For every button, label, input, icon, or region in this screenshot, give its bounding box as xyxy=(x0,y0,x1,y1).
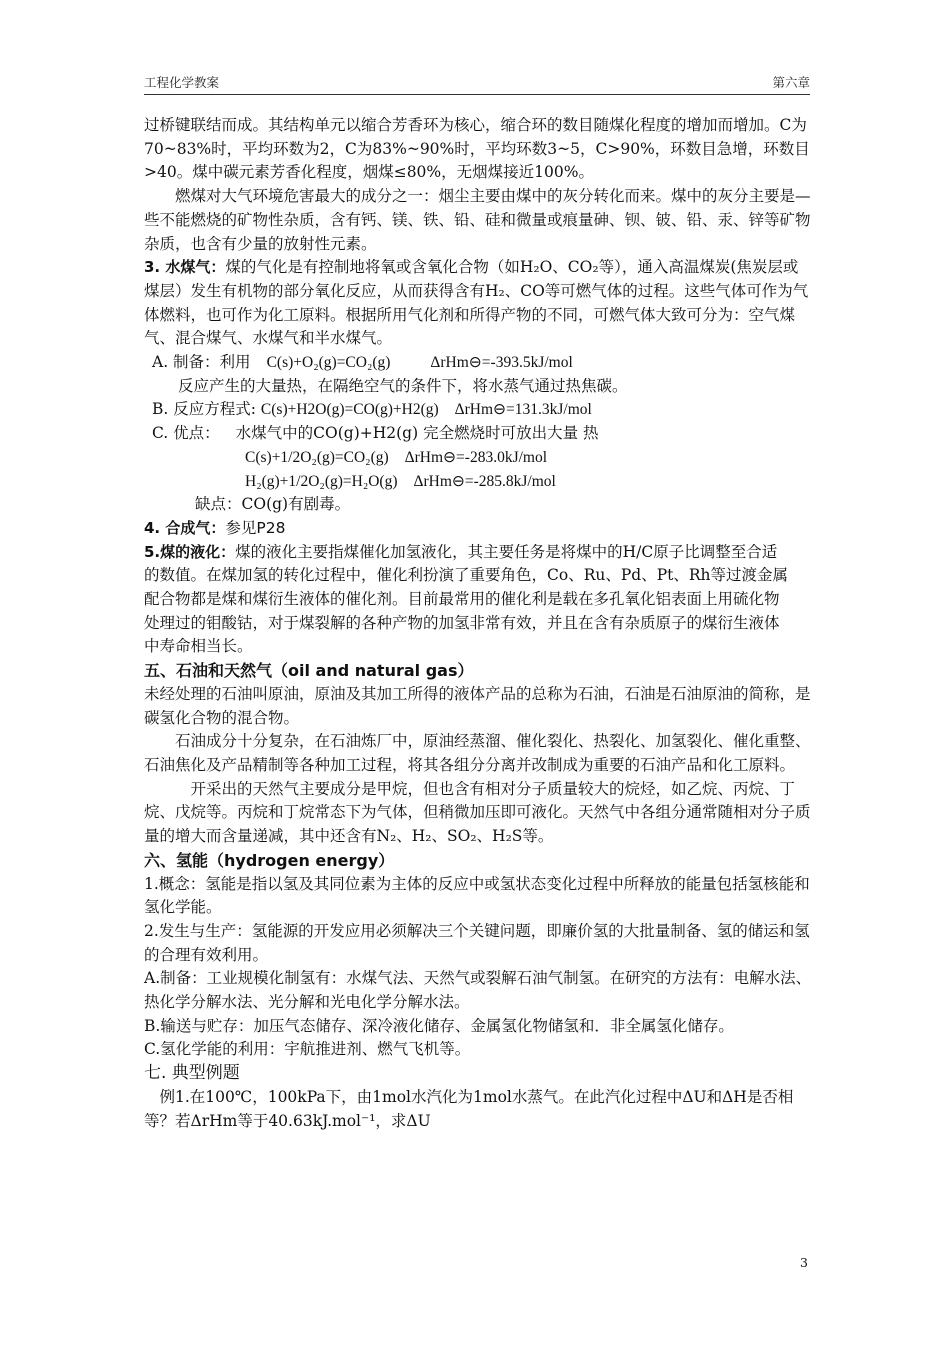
enthalpy-carbon-combustion: ΔrHm⊖=-393.5kJ/mol xyxy=(430,354,573,372)
item-disadvantage-text: CO(g)有剧毒。 xyxy=(241,495,351,514)
equation-h2-line xyxy=(144,470,812,494)
paragraph-hydrogen-concept: 1.概念：氢能是指以氢及其同位素为主体的反应中或氢状态变化过程中所释放的能量包括氢核能和氢化学能。 xyxy=(144,874,810,917)
paragraph-petroleum-def: 未经处理的石油叫原油，原油及其加工所得的液体产品的总称为石油，石油是石油原油的简称，是碳氢化合物的混合物。 xyxy=(144,684,811,727)
section-liquefaction-text: 煤的液化主要指煤催化加氢液化，其主要任务是将煤中的H/C原子比调整至合适的数值。在煤加氢的转化过程中，催化利扮演了重要角色，Co、Ru、Pd、Pt、Rh等过渡金属配合物都是煤和煤衍生液体的催化剂。目前最常用的催化利是载在多孔氧化铝表面上用硫化物处理过的钼酸钴，对于煤裂解的各种产物的加氢非常有效，并且在含有杂质原子的煤衍生液体中寿命相当长。 xyxy=(144,542,789,656)
item-preparation-note: 反应产生的大量热，在隔绝空气的条件下，将水蒸气通过热焦碳。 xyxy=(178,376,628,395)
section-water-gas-text: 煤的气化是有控制地将氧或含氧化合物（如H₂O、CO₂等），通入高温煤炭(焦炭层或煤层）发生有机物的部分氧化反应，从而获得含有H₂、CO等可燃气体的过程。这些气体可作为气体燃料，也可作为化工原料。根据所用气化剂和所得产物的不同，可燃气体大致可分为：空气煤气、混合煤气、水煤气和半水煤气。 xyxy=(144,258,809,348)
equation-h2-combustion: H₂(g)+1/2O₂(g)=H₂O(g) xyxy=(245,472,398,490)
enthalpy-water-gas: ΔrHm⊖=131.3kJ/mol xyxy=(454,401,592,419)
item-advantages-label: C. 优点： xyxy=(152,424,220,443)
paragraph-soot: 燃煤对大气环境危害最大的成分之一：烟尘主要由煤中的灰分转化而来。煤中的灰分主要是—些不能燃烧的矿物性杂质，含有钙、镁、铁、铅、硅和微量或痕量砷、钡、铍、铅、汞、锌等矿物杂质，也含有少量的放射性元素。 xyxy=(144,187,811,253)
section-syngas-title: 4. 合成气： xyxy=(144,518,226,537)
equation-water-gas: C(s)+H2O(g)=CO(g)+H2(g) xyxy=(260,401,439,419)
section-water-gas-title: 3. 水煤气： xyxy=(144,258,226,277)
paragraph-natural-gas: 开采出的天然气主要成分是甲烷，但也含有相对分子质量较大的烷烃，如乙烷、丙烷、丁烷、戊烷等。丙烷和丁烷常态下为气体，但稍微加压即可液化。天然气中各组分通常随相对分子质量的增大而含量递减，其中还含有N₂、H₂、SO₂、H₂S等。 xyxy=(144,779,811,846)
section-liquefaction xyxy=(144,541,812,660)
equation-co-line xyxy=(144,446,812,470)
item-preparation-label: A. 制备：利用 xyxy=(152,353,251,372)
heading-hydrogen: 六、氢能（hydrogen energy） xyxy=(144,850,395,870)
header-course-title: 工程化学教案 xyxy=(144,75,220,90)
header-divider xyxy=(144,94,810,95)
item-preparation xyxy=(144,351,812,375)
section-water-gas xyxy=(144,256,812,351)
paragraph-hydrogen-production: 2.发生与生产：氢能源的开发应用必须解决三个关键问题，即廉价氢的大批量制备、氢的储运和氢的合理有效利用。 xyxy=(144,921,810,964)
section-liquefaction-title: 5.煤的液化： xyxy=(144,542,236,561)
page-number: 3 xyxy=(800,1255,808,1270)
equation-co-combustion: C(s)+1/2O₂(g)=CO₂(g) xyxy=(245,448,389,466)
item-disadvantage-label: 缺点： xyxy=(195,495,242,514)
paragraph-hydrogen-preparation: A.制备：工业规模化制氢有：水煤气法、天然气或裂解石油气制氢。在研究的方法有：电解水法、热化学分解水法、光分解和光电化学分解水法。 xyxy=(144,969,812,1012)
heading-oil-gas: 五、石油和天然气（oil and natural gas） xyxy=(144,661,474,681)
enthalpy-h2-combustion: ΔrHm⊖=-285.8kJ/mol xyxy=(413,472,556,490)
equation-carbon-combustion: C(s)+O₂(g)=CO₂(g) xyxy=(266,354,391,372)
page-body xyxy=(144,114,812,1133)
paragraph-example-1: 例1.在100℃，100kPa下，由1mol水汽化为1mol水蒸气。在此汽化过程中ΔU和ΔH是否相等？若ΔrHm等于40.63kJ.mol⁻¹，求ΔU xyxy=(144,1087,794,1130)
item-disadvantage xyxy=(144,493,812,517)
header-chapter: 第六章 xyxy=(772,75,810,90)
paragraph-refining: 石油成分十分复杂，在石油炼厂中，原油经蒸溜、催化裂化、热裂化、加氢裂化、催化重整、石油焦化及产品精制等各种加工过程，将其各组分分离并改制成为重要的石油产品和化工原料。 xyxy=(144,732,811,774)
enthalpy-co-combustion: ΔrHm⊖=-283.0kJ/mol xyxy=(404,448,548,466)
paragraph-hydrogen-use: C.氢化学能的利用：宇航推进剂、燃气飞机等。 xyxy=(144,1040,471,1059)
paragraph-hydrogen-storage: B.输送与贮存：加压气态储存、深冷液化储存、金属氢化物储氢和．非全属氢化储存。 xyxy=(144,1016,734,1035)
item-reaction xyxy=(144,398,812,422)
heading-examples: 七. 典型例题 xyxy=(144,1063,240,1084)
section-syngas-ref: 参见P28 xyxy=(225,518,286,537)
section-syngas xyxy=(144,517,812,541)
paragraph-coal-structure: 过桥键联结而成。其结构单元以缩合芳香环为核心，缩合环的数目随煤化程度的增加而增加。C为70~83%时，平均环数为2，C为83%~90%时，平均环数3~5，C>90%，环数目急增，环数目>40。煤中碳元素芳香化程度，烟煤≤80%，无烟煤接近100%。 xyxy=(144,116,810,182)
item-reaction-label: B. 反应方程式: xyxy=(152,400,256,419)
item-advantages-text: 水煤气中的CO(g)+H2(g) 完全燃烧时可放出大量 热 xyxy=(235,424,599,443)
item-advantages xyxy=(144,422,812,446)
